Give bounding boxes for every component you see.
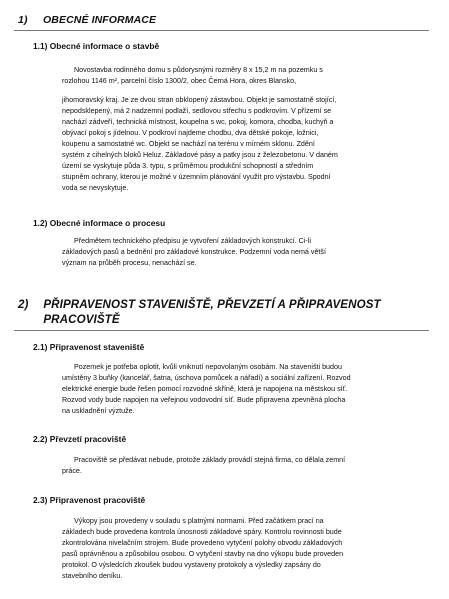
text-line: elektrické energie bude řešen pomocí rozvodné skříně, která je napojena na městskou síť. — [62, 384, 348, 393]
section-1-heading — [18, 14, 156, 26]
paragraph-2-3 — [62, 516, 424, 582]
subsection-heading: 2.3) Připravenost pracoviště — [33, 495, 146, 505]
text-line: protokol. O výsledcích zkoušek budou vystaveny protokoly a výsledky zapsány do — [62, 560, 321, 569]
text-line: na uskladnění výztuže. — [62, 406, 135, 415]
text-line: základech bude provedena kontrola únosnosti základové spáry. Kontrolu rovinnosti bude — [62, 527, 342, 536]
text-line: význam na průběh procesu, nenachází se. — [62, 258, 197, 267]
subsection-heading: 2.2) Převzetí pracoviště — [33, 434, 127, 444]
text-line: Rozvod vody bude napojen na veřejnou vodovodní síť. Bude připravena zpevněná plocha — [62, 395, 346, 404]
subsection-heading: 2.1) Připravenost staveniště — [33, 342, 145, 352]
text-line: obývací pokoj s jídelnou. V podkroví najdeme chodbu, dva dětské pokoje, ložnici, — [62, 128, 319, 137]
paragraph-1-2 — [62, 236, 422, 269]
paragraph-2-1 — [62, 362, 424, 417]
text-line: nachází zádveří, technická místnost, koupelna s wc, pokoj, komora, chodba, kuchyň a — [62, 117, 334, 126]
paragraph-1-1-cont — [62, 95, 422, 194]
text-line: jihomoravský kraj. Je ze dvou stran obklopený zástavbou. Objekt je samostatně stojící, — [62, 96, 337, 104]
section-title: OBECNÉ INFORMACE — [43, 14, 157, 26]
text-line: Novostavba rodinného domu s půdorysnými rozměry 8 x 15,2 m na pozemku s — [74, 66, 323, 74]
section-number: 2) — [18, 298, 29, 311]
subsection-heading: 1.1) Obecné informace o stavbě — [33, 41, 160, 51]
section-title-line: PŘIPRAVENOST STAVENIŠTĚ, PŘEVZETÍ A PŘIPRAVENOST — [43, 298, 381, 311]
text-line: práce. — [62, 466, 82, 475]
text-line: Výkopy jsou provedeny v souladu s platnými normami. Před začátkem prací na — [74, 517, 324, 525]
text-line: základových pasů a bednění pro základové konstrukce. Podzemní voda nemá větší — [62, 247, 326, 256]
text-line: systém z cihelných bloků Heluz. Základové pásy a patky jsou z železobetonu. V daném — [62, 150, 338, 159]
text-line: nepodsklepený, má 2 nadzemní podlaží, sedlovou střechu s podkrovím. V přízemí se — [62, 106, 332, 115]
text-line: koupenu a samostatné wc. Objekt se nachází na terénu v mírném sklonu. Zdění — [62, 139, 315, 148]
text-line: umístěny 3 buňky (kancelář, šatna, úschova pomůcek a nářadí) a sociální zařízení. Rozvod — [62, 373, 351, 382]
subsection-heading: 1.2) Obecné informace o procesu — [33, 218, 166, 228]
text-line: Předmětem technického předpisu je vytvoření základových konstrukcí. Ci-li — [74, 237, 311, 245]
text-line: stavebního deníku. — [62, 571, 123, 580]
text-line: Pracoviště se předávat nebude, protože základy provádí stejná firma, co dělala zemní — [74, 456, 346, 464]
paragraph-2-2 — [62, 455, 424, 477]
section-divider — [14, 330, 429, 331]
paragraph-1-1 — [62, 65, 422, 87]
text-line: Pozemek je potřeba oplotit, kvůli vniknutí nepovolaným osobám. Na staveništi budou — [74, 363, 342, 371]
section-divider — [14, 30, 429, 31]
section-2-heading — [18, 297, 381, 327]
text-line: rozlohou 1146 m², parcelní číslo 1300/2, obec Černá Hora, okres Blansko, — [62, 76, 297, 85]
text-line: voda se nevyskytuje. — [62, 183, 129, 192]
section-title-line: PRACOVIŠTĚ — [43, 313, 120, 326]
text-line: pasů oprávněnou a způsobilou osobou. O vytyčení stavby na dno výkopu bude proveden — [62, 549, 344, 558]
text-line: stupněm ochrany, kterou je možné v územním plánování využít pro výstavbu. Spodní — [62, 172, 331, 181]
text-line: území se vyskytuje půda 3. typu, s průměrnou produkční schopností a středním — [62, 161, 314, 170]
text-line: zkontrolována nivelačním strojem. Bude provedeno vytyčení polohy obvodu základových — [62, 538, 343, 547]
section-number: 1) — [18, 14, 28, 26]
